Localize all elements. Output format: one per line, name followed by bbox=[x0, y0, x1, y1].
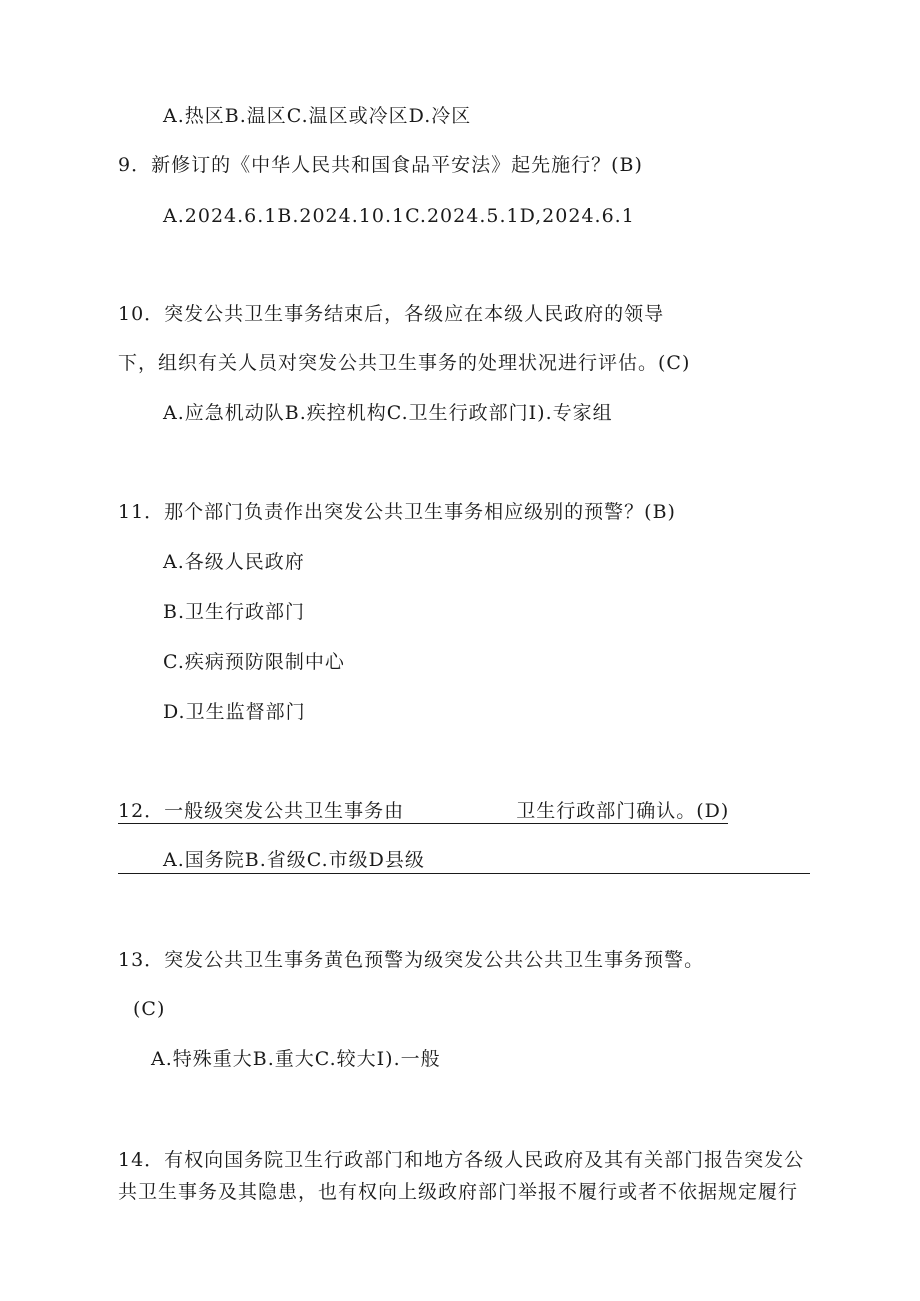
q11-option-a: A.各级人民政府 bbox=[163, 551, 305, 573]
q8-options: A.热区B.温区C.温区或冷区D.冷区 bbox=[163, 105, 472, 127]
q13-options: A.特殊重大B.重大C.较大I).一般 bbox=[151, 1048, 441, 1070]
q13-stem: 13．突发公共卫生事务黄色预警为级突发公共公共卫生事务预警。 bbox=[118, 949, 705, 971]
horizontal-rule bbox=[118, 873, 810, 874]
q10-stem-line-1: 10．突发公共卫生事务结束后，各级应在本级人民政府的领导 bbox=[118, 303, 665, 325]
q12-stem-before: 12．一般级突发公共卫生事务由 bbox=[118, 800, 405, 822]
q11-stem: 11．那个部门负责作出突发公共卫生事务相应级别的预警？(B) bbox=[118, 501, 676, 523]
q14-stem-line-2: 共卫生事务及其隐患，也有权向上级政府部门举报不履行或者不依据规定履行 bbox=[118, 1181, 799, 1203]
q12-stem-after: 卫生行政部门确认。(D) bbox=[516, 800, 730, 822]
q13-answer: (C) bbox=[133, 998, 166, 1020]
q12-stem bbox=[118, 799, 728, 824]
q10-stem-line-2: 下，组织有关人员对突发公共卫生事务的处理状况进行评估。(C) bbox=[118, 352, 691, 374]
q10-options: A.应急机动队B.疾控机构C.卫生行政部门I).专家组 bbox=[163, 402, 613, 424]
q11-option-b: B.卫生行政部门 bbox=[163, 601, 306, 623]
q14-stem-line-1: 14．有权向国务院卫生行政部门和地方各级人民政府及其有关部门报告突发公 bbox=[118, 1149, 805, 1171]
q9-options: A.2024.6.1B.2024.10.1C.2024.5.1D,2024.6.1 bbox=[163, 205, 635, 227]
q12-options: A.国务院B.省级C.市级D县级 bbox=[163, 849, 425, 871]
q9-stem: 9．新修订的《中华人民共和国食品平安法》起先施行？(B) bbox=[118, 154, 643, 176]
q11-option-c: C.疾病预防限制中心 bbox=[163, 651, 345, 673]
q11-option-d: D.卫生监督部门 bbox=[163, 701, 306, 723]
